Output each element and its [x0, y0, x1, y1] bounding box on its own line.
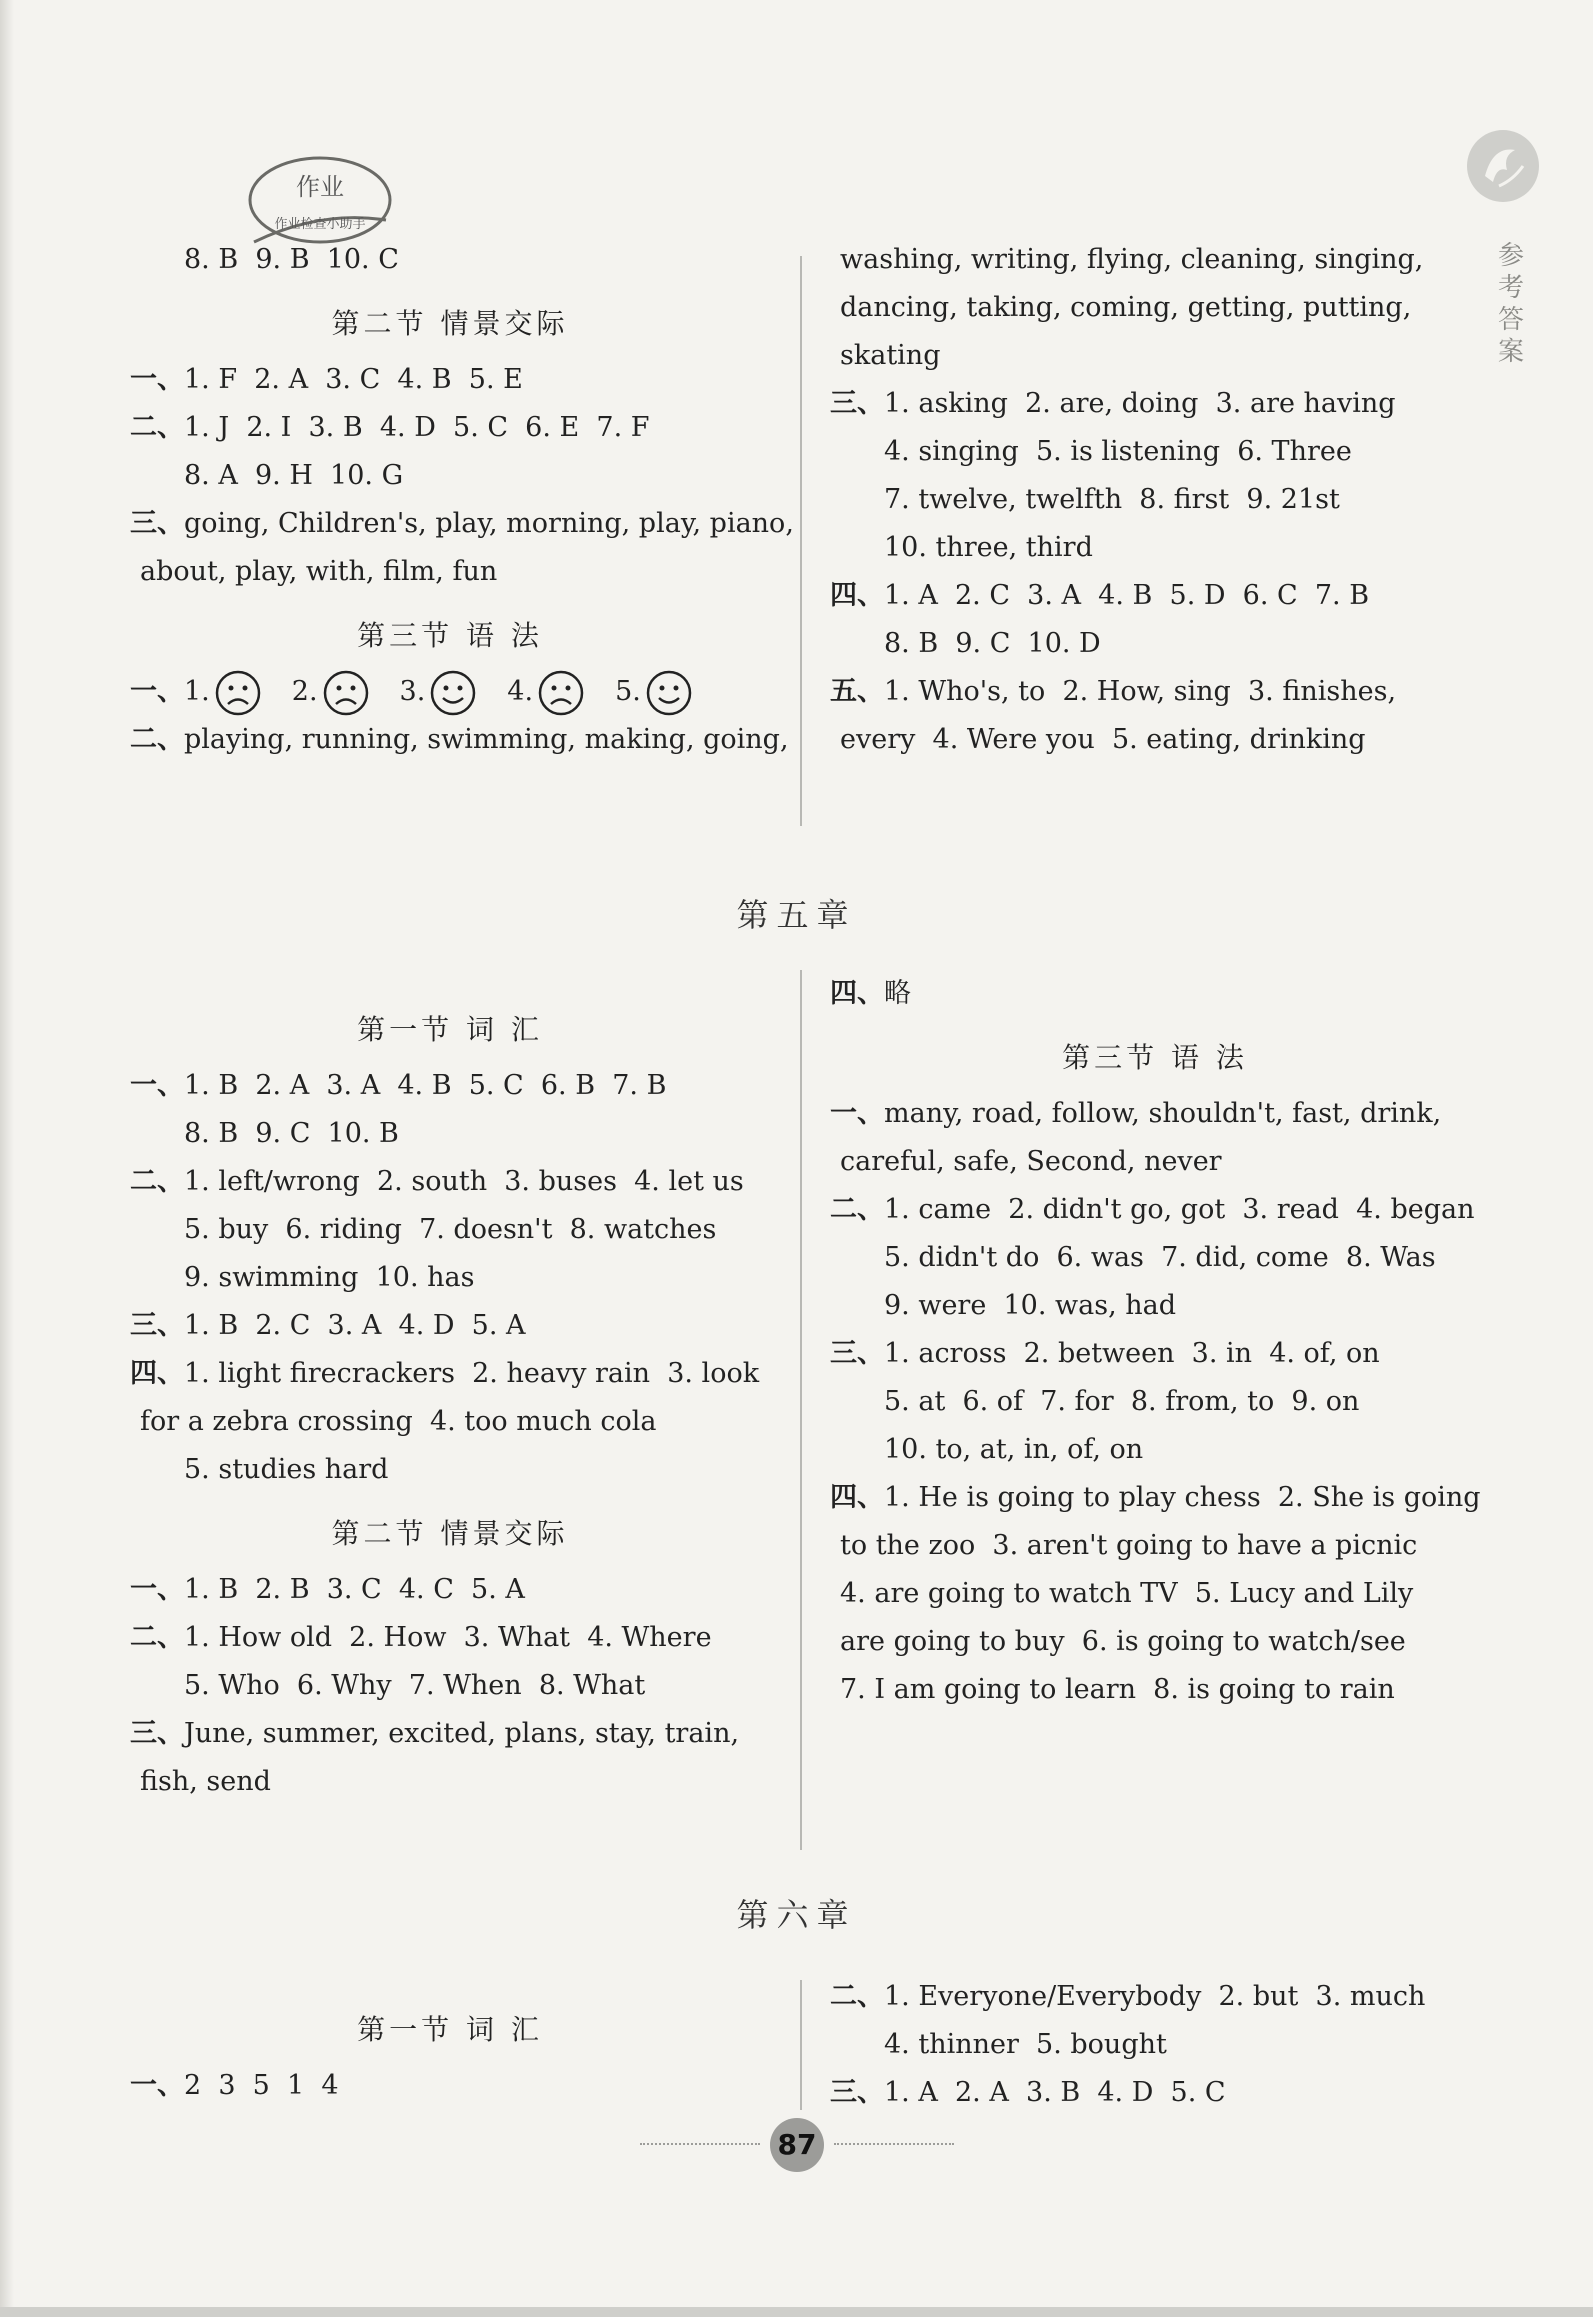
- top-right-column: [830, 236, 1480, 764]
- answer-line: [830, 428, 1480, 476]
- answer-text: 1. asking 2. are, doing 3. are having: [884, 388, 1396, 419]
- answer-text: playing, running, swimming, making, going,: [184, 724, 789, 755]
- chapter5-right-column: [830, 970, 1480, 1714]
- answer-line: [830, 1474, 1480, 1522]
- answer-text: dancing, taking, coming, getting, putting,: [840, 292, 1412, 323]
- question-number: 二、: [130, 1622, 184, 1653]
- answer-line: [130, 1254, 770, 1302]
- answer-text: 5. Who 6. Why 7. When 8. What: [184, 1670, 646, 1701]
- answer-text: 1. came 2. didn't go, got 3. read 4. began: [884, 1194, 1475, 1225]
- answer-line: [130, 1302, 770, 1350]
- answer-line: [130, 1614, 770, 1662]
- answer-line: [130, 716, 789, 764]
- answer-text: 8. A 9. H 10. G: [184, 460, 404, 491]
- answer-text: every 4. Were you 5. eating, drinking: [840, 724, 1366, 755]
- answer-text: about, play, with, film, fun: [140, 556, 498, 587]
- question-number: 二、: [830, 1194, 884, 1225]
- answer-line: [130, 2062, 770, 2110]
- chapter5-left-column: [130, 990, 770, 1806]
- page-edge: [0, 0, 14, 2317]
- answer-line: [830, 1282, 1480, 1330]
- answer-text: 1. J 2. I 3. B 4. D 5. C 6. E 7. F: [184, 412, 650, 443]
- column-divider: [800, 970, 802, 1850]
- answer-text: 4. are going to watch TV 5. Lucy and Lily: [840, 1578, 1414, 1609]
- answer-line: [830, 1973, 1480, 2021]
- section-heading: 第三节 语 法: [1062, 1041, 1248, 1074]
- answer-text: 1. Who's, to 2. How, sing 3. finishes,: [884, 676, 1397, 707]
- answer-text: 1. A 2. C 3. A 4. B 5. D 6. C 7. B: [884, 580, 1370, 611]
- face-item-number: 5.: [615, 676, 641, 707]
- answer-text: 5. didn't do 6. was 7. did, come 8. Was: [884, 1242, 1436, 1273]
- question-number: 三、: [130, 508, 184, 539]
- answer-text: for a zebra crossing 4. too much cola: [140, 1406, 657, 1437]
- question-number: 三、: [130, 1718, 184, 1749]
- question-number: 四、: [830, 1482, 884, 1513]
- answer-line: [130, 500, 794, 548]
- answer-line: [830, 572, 1480, 620]
- face-item-number: 4.: [507, 676, 534, 707]
- question-number: 三、: [830, 1338, 884, 1369]
- answer-text: to the zoo 3. aren't going to have a picnic: [840, 1530, 1418, 1561]
- answer-line: [830, 1666, 1480, 1714]
- answer-line: [130, 1566, 770, 1614]
- question-number: 一、: [130, 676, 184, 707]
- answer-line: [830, 970, 1480, 1018]
- answer-text: many, road, follow, shouldn't, fast, drink,: [884, 1098, 1442, 1129]
- answer-text: 5. at 6. of 7. for 8. from, to 9. on: [884, 1386, 1360, 1417]
- answer-text: 1. Everyone/Everybody 2. but 3. much: [884, 1981, 1426, 2012]
- answer-text: 1. B 2. B 3. C 4. C 5. A: [184, 1574, 525, 1605]
- answer-text: 2 3 5 1 4: [184, 2070, 339, 2101]
- answer-line: [830, 1426, 1480, 1474]
- answer-line: [130, 404, 770, 452]
- answer-text: careful, safe, Second, never: [840, 1146, 1222, 1177]
- section-heading: 第二节 情景交际: [331, 1517, 569, 1550]
- answer-text: 1. F 2. A 3. C 4. B 5. E: [184, 364, 523, 395]
- answer-line: [830, 620, 1480, 668]
- question-number: 一、: [130, 2070, 184, 2101]
- page-number: 87: [770, 2118, 824, 2172]
- question-number: 二、: [130, 724, 184, 755]
- answer-line: [830, 1138, 1480, 1186]
- answer-text: 8. B 9. C 10. D: [884, 628, 1101, 659]
- answer-line: [130, 1446, 770, 1494]
- answer-text: 略: [884, 978, 911, 1009]
- section-heading: 第二节 情景交际: [331, 307, 569, 340]
- answer-line: [830, 1186, 1480, 1234]
- chapter6-right-column: [830, 1973, 1480, 2117]
- answer-line: [830, 1570, 1480, 1618]
- face-item-number: 3.: [399, 676, 426, 707]
- decorative-logo-icon: [1463, 126, 1543, 206]
- answer-line: [130, 1710, 770, 1758]
- face-item-number: 1.: [184, 676, 210, 707]
- top-left-column: [130, 236, 794, 764]
- sad-face-icon: [537, 669, 585, 717]
- question-number: 五、: [830, 676, 884, 707]
- question-number: 四、: [130, 1358, 184, 1389]
- sad-face-icon: [214, 669, 262, 717]
- section-heading: 第三节 语 法: [357, 619, 543, 652]
- answer-text: 1. How old 2. How 3. What 4. Where: [184, 1622, 712, 1653]
- answer-line: [830, 332, 1480, 380]
- page-number-ornament: [640, 2143, 760, 2149]
- chapter-title: 第五章: [736, 896, 857, 934]
- question-number: 三、: [830, 2077, 884, 2108]
- question-number: 一、: [830, 1098, 884, 1129]
- question-number: 一、: [130, 364, 184, 395]
- answer-text: 5. studies hard: [184, 1454, 389, 1485]
- answer-line: [130, 1350, 770, 1398]
- stamp-title: 作业: [296, 173, 344, 201]
- answer-text: 1. left/wrong 2. south 3. buses 4. let us: [184, 1166, 744, 1197]
- answer-text: are going to buy 6. is going to watch/see: [840, 1626, 1406, 1657]
- answer-line: [830, 2069, 1480, 2117]
- answer-line: [830, 1378, 1480, 1426]
- answer-text: 10. three, third: [884, 532, 1093, 563]
- answer-line: [130, 452, 770, 500]
- answer-line: [130, 236, 770, 284]
- section-heading: 第一节 词 汇: [357, 1013, 543, 1046]
- answer-line: [130, 1206, 770, 1254]
- question-number: 一、: [130, 1574, 184, 1605]
- chapter6-left-column: [130, 1990, 770, 2110]
- answer-text: 1. B 2. A 3. A 4. B 5. C 6. B 7. B: [184, 1070, 667, 1101]
- answer-line: [830, 380, 1480, 428]
- answer-text: going, Children's, play, morning, play, piano,: [184, 508, 794, 539]
- answer-text: skating: [840, 340, 941, 371]
- answer-text: 4. singing 5. is listening 6. Three: [884, 436, 1352, 467]
- answer-line: [130, 1158, 770, 1206]
- section-heading: 第一节 词 汇: [357, 2013, 543, 2046]
- answer-text: 10. to, at, in, of, on: [884, 1434, 1144, 1465]
- answer-text: fish, send: [140, 1766, 271, 1797]
- answer-line: [130, 1110, 770, 1158]
- answer-line: [830, 284, 1480, 332]
- answer-line: [130, 1758, 770, 1806]
- answer-line: [130, 356, 770, 404]
- answer-text: washing, writing, flying, cleaning, singing,: [840, 244, 1424, 275]
- answer-line: [130, 1062, 770, 1110]
- answer-line: [830, 476, 1480, 524]
- answer-line: [130, 1662, 770, 1710]
- question-number: 二、: [830, 1981, 884, 2012]
- answer-text: 1. A 2. A 3. B 4. D 5. C: [884, 2077, 1226, 2108]
- column-divider: [800, 256, 802, 826]
- answer-text: 7. I am going to learn 8. is going to rain: [840, 1674, 1395, 1705]
- answer-line: [830, 524, 1480, 572]
- answer-text: 9. were 10. was, had: [884, 1290, 1177, 1321]
- answer-text: 4. thinner 5. bought: [884, 2029, 1167, 2060]
- question-number: 一、: [130, 1070, 184, 1101]
- question-number: 四、: [830, 580, 884, 611]
- side-label: 参考答案: [1497, 241, 1524, 367]
- answer-line: [130, 548, 770, 596]
- answer-text: 5. buy 6. riding 7. doesn't 8. watches: [184, 1214, 717, 1245]
- question-number: 二、: [130, 412, 184, 443]
- answer-line: [830, 1618, 1480, 1666]
- face-item-number: 2.: [291, 676, 318, 707]
- page-number-ornament: [834, 2143, 954, 2149]
- answer-line: [130, 1398, 770, 1446]
- answer-line: [830, 2021, 1480, 2069]
- column-divider: [800, 1980, 802, 2110]
- answer-text: 8. B 9. B 10. C: [184, 244, 399, 275]
- answer-text: 1. B 2. C 3. A 4. D 5. A: [184, 1310, 526, 1341]
- answer-line: [830, 1234, 1480, 1282]
- answer-line: [130, 668, 770, 716]
- answer-line: [830, 668, 1480, 716]
- question-number: 二、: [130, 1166, 184, 1197]
- smiley-face-icon: [429, 669, 477, 717]
- smiley-face-icon: [645, 669, 693, 717]
- answer-text: 1. across 2. between 3. in 4. of, on: [884, 1338, 1380, 1369]
- answer-text: 9. swimming 10. has: [184, 1262, 475, 1293]
- question-number: 三、: [130, 1310, 184, 1341]
- sad-face-icon: [322, 669, 370, 717]
- stamp-subtitle: 作业检查小助手: [274, 217, 366, 232]
- answer-line: [830, 236, 1480, 284]
- answer-line: [830, 1330, 1480, 1378]
- answer-text: June, summer, excited, plans, stay, train,: [184, 1718, 740, 1749]
- chapter-title: 第六章: [736, 1896, 857, 1934]
- answer-line: [830, 1090, 1480, 1138]
- question-number: 三、: [830, 388, 884, 419]
- answer-line: [830, 716, 1480, 764]
- question-number: 四、: [830, 978, 884, 1009]
- answer-text: 1. He is going to play chess 2. She is going: [884, 1482, 1481, 1513]
- answer-text: 7. twelve, twelfth 8. first 9. 21st: [884, 484, 1340, 515]
- answer-line: [830, 1522, 1480, 1570]
- page-bottom-edge: [0, 2307, 1593, 2317]
- answer-text: 8. B 9. C 10. B: [184, 1118, 399, 1149]
- answer-text: 1. light firecrackers 2. heavy rain 3. look: [184, 1358, 760, 1389]
